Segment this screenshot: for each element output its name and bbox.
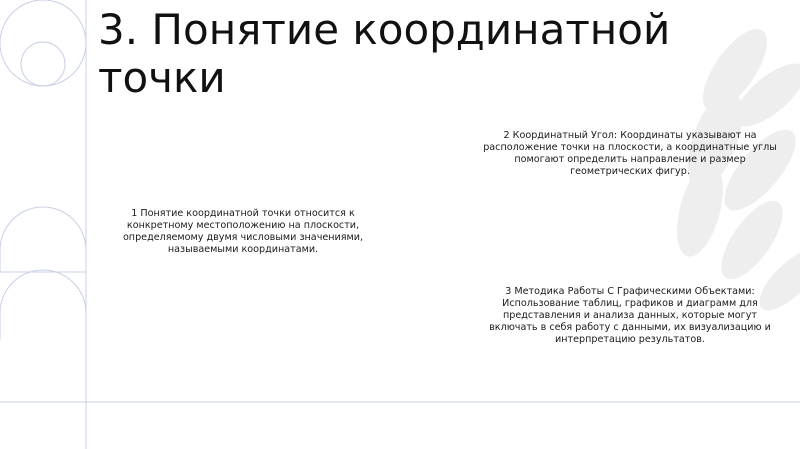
text-block-1: 1 Понятие координатной точки относится к конкретному местоположению на плоскости, определяемому двумя числовыми значениями, называемыми координатами.	[122, 208, 364, 255]
deco-arch-upper	[0, 207, 86, 272]
text-block-2: 2 Координатный Угол: Координаты указывают на расположение точки на плоскости, а координатные углы помогают определить направление и размер геометрических фигур.	[483, 130, 777, 177]
deco-arch-lower	[0, 270, 86, 340]
deco-circle-small	[21, 42, 65, 86]
text-block-3: 3 Методика Работы С Графическими Объектами: Использование таблиц, графиков и диаграмм для представления и анализа данных, которые могут включать в себя работу с данными, их визуализацию и интерпретацию результатов.	[489, 286, 771, 345]
page-title: 3. Понятие координатной точки	[98, 5, 671, 102]
deco-circle-large	[0, 0, 86, 86]
